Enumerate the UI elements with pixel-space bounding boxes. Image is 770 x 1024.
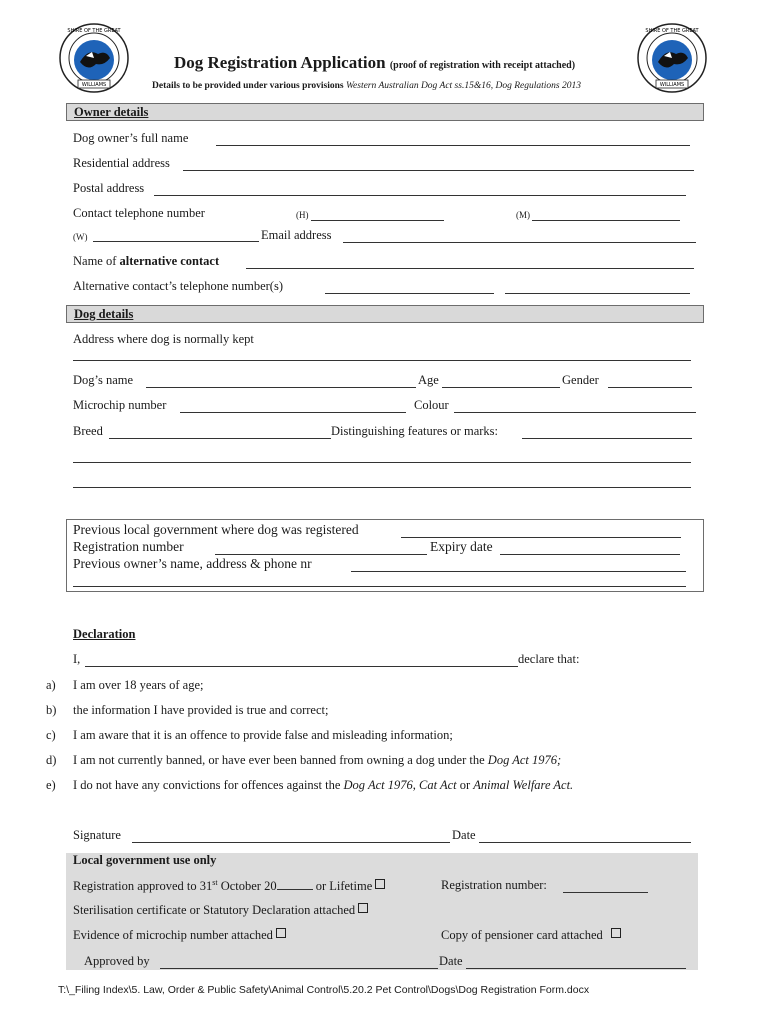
prev-expiry-field[interactable] [500,544,680,555]
home-phone-field[interactable] [311,210,444,221]
declaration-item-e-act2: Cat Act [419,778,457,792]
alt-contact-label [73,254,219,269]
dog-name-field[interactable] [146,377,416,388]
declaration-item-d [73,753,561,768]
prev-owner-label: Previous owner’s name, address & phone nr [73,556,312,571]
declaration-heading: Declaration [73,627,136,641]
declaration-item-e-or: or [456,778,474,792]
file-path-footer: T:\_Filing Index\5. Law, Order & Public Safety\Animal Control\5.20.2 Pet Control\Dogs\Dog Registration Form.docx [58,984,590,996]
shire-seal-left [58,22,130,94]
declarant-name-field[interactable] [85,656,518,667]
pensioner-label: Copy of pensioner card attached [441,928,603,942]
breed-field[interactable] [109,428,331,439]
declaration-marker-c: c) [46,728,56,742]
owner-heading: Owner details [74,105,149,119]
pensioner-row [441,928,621,943]
declaration-item-c: I am aware that it is an offence to provide false and misleading information; [73,728,453,742]
svg-text:SHIRE OF THE GREAT: SHIRE OF THE GREAT [67,28,121,34]
mobile-phone-label: (M) [516,210,530,220]
reg-number-label: Registration number: [441,878,547,892]
title-text: Dog Registration Application [174,53,386,72]
residential-field[interactable] [183,160,694,171]
signature-date-label: Date [452,828,476,842]
sterilisation-checkbox[interactable] [358,903,368,913]
approved-year-field[interactable] [277,879,313,890]
declaration-item-a: I am over 18 years of age; [73,678,204,692]
features-label: Distinguishing features or marks: [331,424,498,438]
contact-label: Contact telephone number [73,206,205,220]
svg-text:SHIRE OF THE GREAT: SHIRE OF THE GREAT [645,28,699,34]
microchip-evidence-checkbox[interactable] [276,928,286,938]
declaration-item-b: the information I have provided is true and correct; [73,703,329,717]
prev-lg-label: Previous local government where dog was registered [73,522,359,537]
approved-row [73,878,385,894]
postal-label: Postal address [73,181,145,195]
microchip-label: Microchip number [73,398,167,412]
page-title [174,53,575,73]
declaration-item-e-text: I do not have any convictions for offences against the [73,778,344,792]
work-phone-field[interactable] [93,231,259,242]
dog-heading: Dog details [74,307,134,321]
features-field[interactable] [522,428,692,439]
declaration-item-e-act3: Animal Welfare Act. [473,778,574,792]
svg-text:WILLIAMS: WILLIAMS [81,82,107,88]
declaration-item-e [73,778,573,793]
declaration-marker-e: e) [46,778,56,792]
approved-text-c: or Lifetime [312,879,373,894]
alt-phone-field-1[interactable] [325,283,494,294]
prev-owner-field[interactable] [351,561,686,572]
declaration-i-label: I, [73,652,81,666]
dog-gender-field[interactable] [608,377,692,388]
owner-section-header [66,103,704,121]
prev-expiry-label: Expiry date [430,539,493,554]
colour-field[interactable] [454,402,696,413]
alt-phone-label: Alternative contact’s telephone number(s) [73,279,283,293]
microchip-field[interactable] [180,402,406,413]
email-label: Email address [261,228,332,242]
owner-name-label: Dog owner’s full name [73,131,189,145]
approved-date-label: Date [439,954,463,968]
approved-date-field[interactable] [466,958,686,969]
owner-name-row [73,131,188,146]
home-phone-label: (H) [296,210,309,220]
declaration-item-e-sep: , [412,778,419,792]
dog-age-label: Age [418,373,439,387]
dog-section-header [66,305,704,323]
declare-that-label: declare that: [518,652,580,666]
subtitle-italic: Western Australian Dog Act ss.15&16, Dog Regulations 2013 [346,81,581,91]
declaration-marker-d: d) [46,753,57,767]
microchip-evidence-label: Evidence of microchip number attached [73,928,273,942]
dog-age-field[interactable] [442,377,560,388]
alt-contact-prefix: Name of [73,254,120,268]
declaration-item-d-text: I am not currently banned, or have ever been banned from owning a dog under the [73,753,488,767]
page-subtitle [152,81,581,91]
breed-label: Breed [73,424,103,438]
owner-name-field[interactable] [216,135,690,146]
title-note: (proof of registration with receipt attached) [389,60,576,71]
subtitle-bold: Details to be provided under various provisions [152,81,344,91]
shire-seal-right [636,22,708,94]
prev-owner-field-line-2[interactable] [73,576,686,587]
residential-label: Residential address [73,156,170,170]
svg-text:WILLIAMS: WILLIAMS [659,82,685,88]
dog-address-field[interactable] [73,350,691,361]
local-heading: Local government use only [73,853,217,867]
pensioner-checkbox[interactable] [611,928,621,938]
declaration-item-e-act1: Dog Act 1976 [343,778,413,792]
features-field-line-2[interactable] [73,452,691,463]
declaration-item-d-act: Dog Act 1976; [487,753,562,767]
postal-field[interactable] [154,185,686,196]
dog-name-label: Dog’s name [73,373,134,387]
approved-sup: st [212,878,218,887]
dog-address-label: Address where dog is normally kept [73,332,254,346]
approved-by-field[interactable] [160,958,438,969]
reg-number-field[interactable] [563,882,648,893]
email-field[interactable] [343,232,696,243]
sterilisation-row [73,903,368,918]
signature-field[interactable] [132,832,450,843]
alt-contact-bold: alternative contact [119,254,220,268]
prev-reg-label: Registration number [73,539,184,554]
declaration-marker-b: b) [46,703,57,717]
prev-lg-field[interactable] [401,527,681,538]
signature-label: Signature [73,828,121,842]
dog-gender-label: Gender [562,373,599,387]
work-phone-label: (W) [73,232,88,242]
lifetime-checkbox[interactable] [375,879,385,889]
microchip-evidence-row [73,928,286,943]
approved-by-label: Approved by [84,954,150,968]
signature-date-field[interactable] [479,832,691,843]
approved-text-b: October 20 [217,879,277,894]
prev-reg-field[interactable] [215,544,427,555]
mobile-phone-field[interactable] [532,210,680,221]
sterilisation-label: Sterilisation certificate or Statutory Declaration attached [73,903,356,917]
features-field-line-3[interactable] [73,477,691,488]
declaration-marker-a: a) [46,678,56,692]
approved-text-a: Registration approved to 31 [73,879,213,894]
alt-phone-field-2[interactable] [505,283,690,294]
alt-contact-field[interactable] [246,258,694,269]
colour-label: Colour [414,398,449,412]
